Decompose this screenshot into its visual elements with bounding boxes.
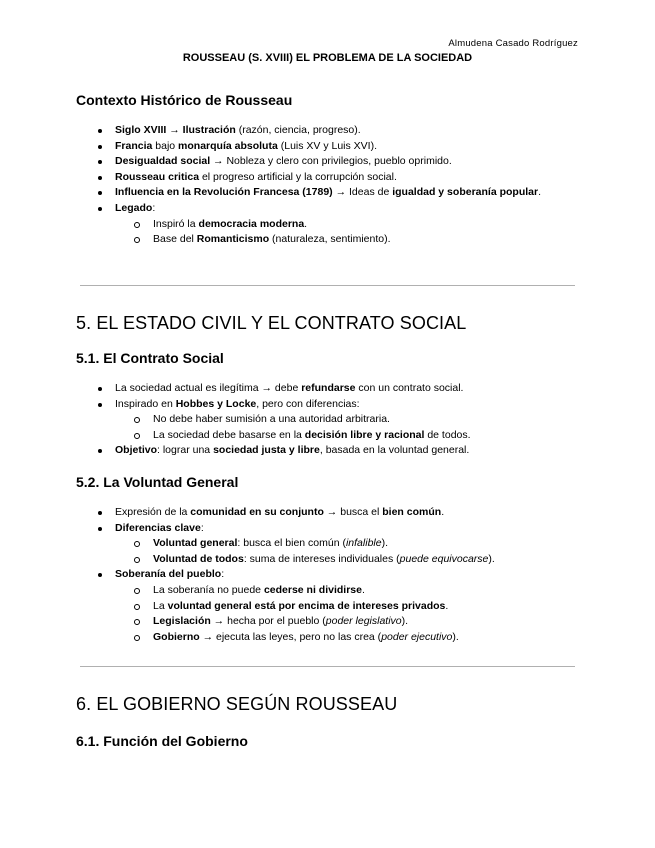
list-item: Francia bajo monarquía absoluta (Luis XV y Luis XVI).: [0, 139, 555, 155]
heading-section-5: 5. EL ESTADO CIVIL Y EL CONTRATO SOCIAL: [76, 313, 467, 333]
contrato-list: [0, 381, 655, 459]
heading-5-1: 5.1. El Contrato Social: [76, 350, 224, 366]
list-item: Diferencias clave:: [0, 521, 555, 537]
author-name: Almudena Casado Rodríguez: [448, 38, 578, 49]
list-item: Legado:: [0, 201, 555, 217]
heading-contexto: Contexto Histórico de Rousseau: [76, 92, 293, 108]
list-subitem: No debe haber sumisión a una autoridad arbitraria.: [0, 412, 563, 428]
list-subitem: La sociedad debe basarse en la decisión libre y racional de todos.: [0, 428, 563, 444]
list-item: Inspirado en Hobbes y Locke, pero con diferencias:: [0, 397, 555, 413]
heading-section-6: 6. EL GOBIERNO SEGÚN ROUSSEAU: [76, 694, 398, 714]
divider: [80, 285, 575, 286]
heading-5-2: 5.2. La Voluntad General: [76, 474, 239, 490]
contexto-list: [0, 123, 655, 248]
list-item: Soberanía del pueblo:: [0, 567, 555, 583]
list-subitem: Inspiró la democracia moderna.: [0, 217, 563, 233]
voluntad-list: [0, 505, 655, 645]
list-subitem: Gobierno → ejecuta las leyes, pero no las crea (poder ejecutivo).: [0, 630, 563, 646]
list-item: Siglo XVIII → Ilustración (razón, ciencia, progreso).: [0, 123, 555, 139]
list-subitem: Base del Romanticismo (naturaleza, sentimiento).: [0, 232, 563, 248]
list-subitem: La voluntad general está por encima de intereses privados.: [0, 599, 563, 615]
list-item: Rousseau critica el progreso artificial y la corrupción social.: [0, 170, 555, 186]
list-item: La sociedad actual es ilegítima → debe refundarse con un contrato social.: [0, 381, 555, 397]
list-subitem: Voluntad general: busca el bien común (infalible).: [0, 536, 563, 552]
list-item: Desigualdad social → Nobleza y clero con privilegios, pueblo oprimido.: [0, 154, 555, 170]
list-item: Expresión de la comunidad en su conjunto → busca el bien común.: [0, 505, 555, 521]
divider: [80, 666, 575, 667]
list-item: Objetivo: lograr una sociedad justa y libre, basada en la voluntad general.: [0, 443, 555, 459]
list-subitem: La soberanía no puede cederse ni dividirse.: [0, 583, 563, 599]
list-subitem: Voluntad de todos: suma de intereses individuales (puede equivocarse).: [0, 552, 563, 568]
list-subitem: Legislación → hecha por el pueblo (poder legislativo).: [0, 614, 563, 630]
list-item: Influencia en la Revolución Francesa (1789) → Ideas de igualdad y soberanía popular.: [0, 185, 555, 201]
document-title: ROUSSEAU (S. XVIII) EL PROBLEMA DE LA SOCIEDAD: [182, 52, 473, 64]
heading-6-1: 6.1. Función del Gobierno: [76, 733, 248, 749]
